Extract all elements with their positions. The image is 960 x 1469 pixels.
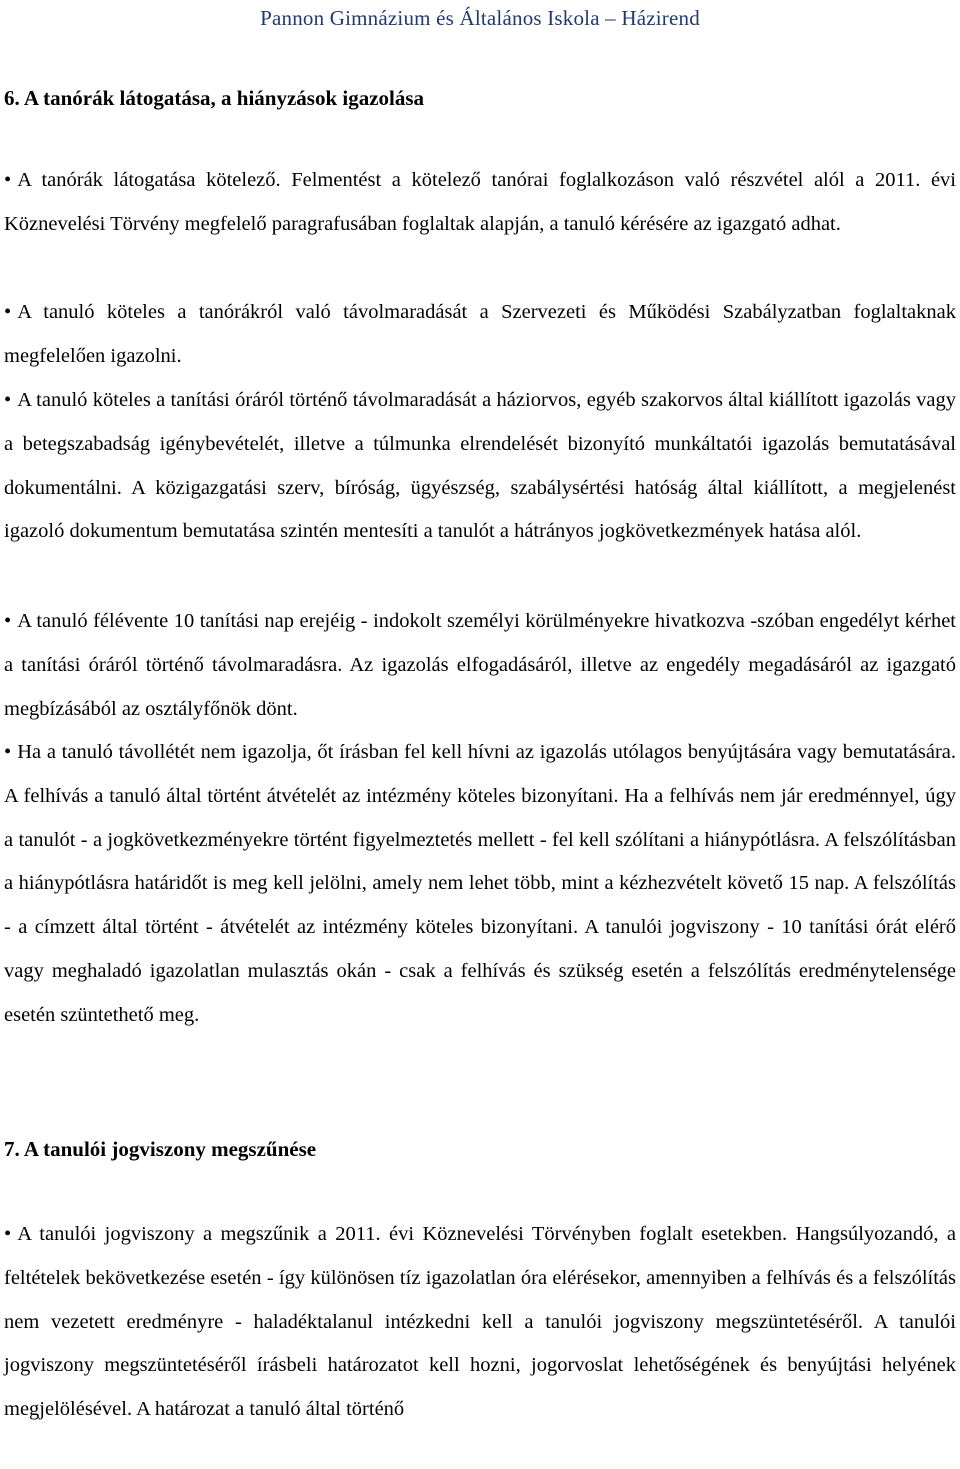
paragraph-text: Ha a tanuló távollétét nem igazolja, őt írásban fel kell hívni az igazolás utólagos benyújtására vagy bemutatására. A felhívás a tanuló által történt átvételét az intézmény köteles bizonyítani. Ha a felhívás nem jár eredménnyel, úgy a tanulót - a jogkövetkezményekre történt figyelmeztetés mellett - fel kell szólítani a hiánypótlásra. A felszólításban a hiánypótlásra határidőt is meg kell jelölni, amely nem lehet több, mint a kézhezvételt követő 15 nap. A felszólítás - a címzett által történt - átvételét az intézmény köteles bizonyítani. A tanulói jogviszony - 10 tanítási órát elérő vagy meghaladó igazolatlan mulasztás okán - csak a felhívás és szükség esetén a felszólítás eredménytelensége esetén szüntethető meg.: [4, 741, 956, 1026]
paragraph-medical-certificate: [4, 379, 956, 554]
bullet-icon: •: [4, 610, 12, 632]
paragraph-text: A tanórák látogatása kötelező. Felmentést a kötelező tanórai foglalkozáson való részvétel alól a 2011. évi Köznevelési Törvény megfelelő paragrafusában foglaltak alapján, a tanuló kérésére az igazgató adhat.: [4, 169, 956, 235]
bullet-icon: •: [4, 389, 12, 411]
section-title-attendance: 6. A tanórák látogatása, a hiányzások igazolása: [4, 86, 425, 110]
paragraph-text: A tanulói jogviszony a megszűnik a 2011. évi Köznevelési Törvényben foglalt esetekben. Hangsúlyozandó, a feltételek bekövetkezése esetén - így különösen tíz igazolatlan óra elérésekor, amennyiben a felhívás és a felszólítás nem vezetett eredményre - haladéktalanul intézkedni kell a tanulói jogviszony megszüntetéséről. A tanulói jogviszony megszüntetéséről írásbeli határozatot kell hozni, jogorvoslat lehetőségének és benyújtási helyének megjelölésével. A határozat a tanuló által történő: [4, 1223, 956, 1421]
bullet-icon: •: [4, 169, 12, 191]
paragraph-attendance-mandatory: [4, 159, 956, 247]
paragraph-leave-permission: [4, 600, 956, 731]
bullet-icon: •: [4, 301, 12, 323]
section-title-termination: 7. A tanulói jogviszony megszűnése: [4, 1137, 317, 1161]
paragraph-text: A tanuló köteles a tanítási óráról történő távolmaradását a háziorvos, egyéb szakorvos által kiállított igazolás vagy a betegszabadság igénybevételét, illetve a túlmunka elrendelését bizonyító munkáltatói igazolás bemutatásával dokumentálni. A közigazgatási szerv, bíróság, ügyészség, szabálysértési hatóság által kiállított, a megjelenést igazoló dokumentum bemutatása szintén mentesíti a tanulót a hátrányos jogkövetkezmények hatása alól.: [4, 389, 956, 543]
page-header: Pannon Gimnázium és Általános Iskola – Házirend: [260, 6, 700, 30]
bullet-icon: •: [4, 741, 12, 763]
paragraph-text: A tanuló félévente 10 tanítási nap erejéig - indokolt személyi körülményekre hivatkozva -szóban engedélyt kérhet a tanítási óráról történő távolmaradásra. Az igazolás elfogadásáról, illetve az engedély megadásáról az igazgató megbízásából az osztályfőnök dönt.: [4, 610, 956, 720]
paragraph-unexcused-absence: [4, 731, 956, 1038]
paragraph-absence-justification: [4, 291, 956, 379]
bullet-icon: •: [4, 1223, 12, 1245]
paragraph-text: A tanuló köteles a tanórákról való távolmaradását a Szervezeti és Működési Szabályzatban foglaltaknak megfelelően igazolni.: [4, 301, 956, 367]
paragraph-termination: [4, 1213, 956, 1432]
